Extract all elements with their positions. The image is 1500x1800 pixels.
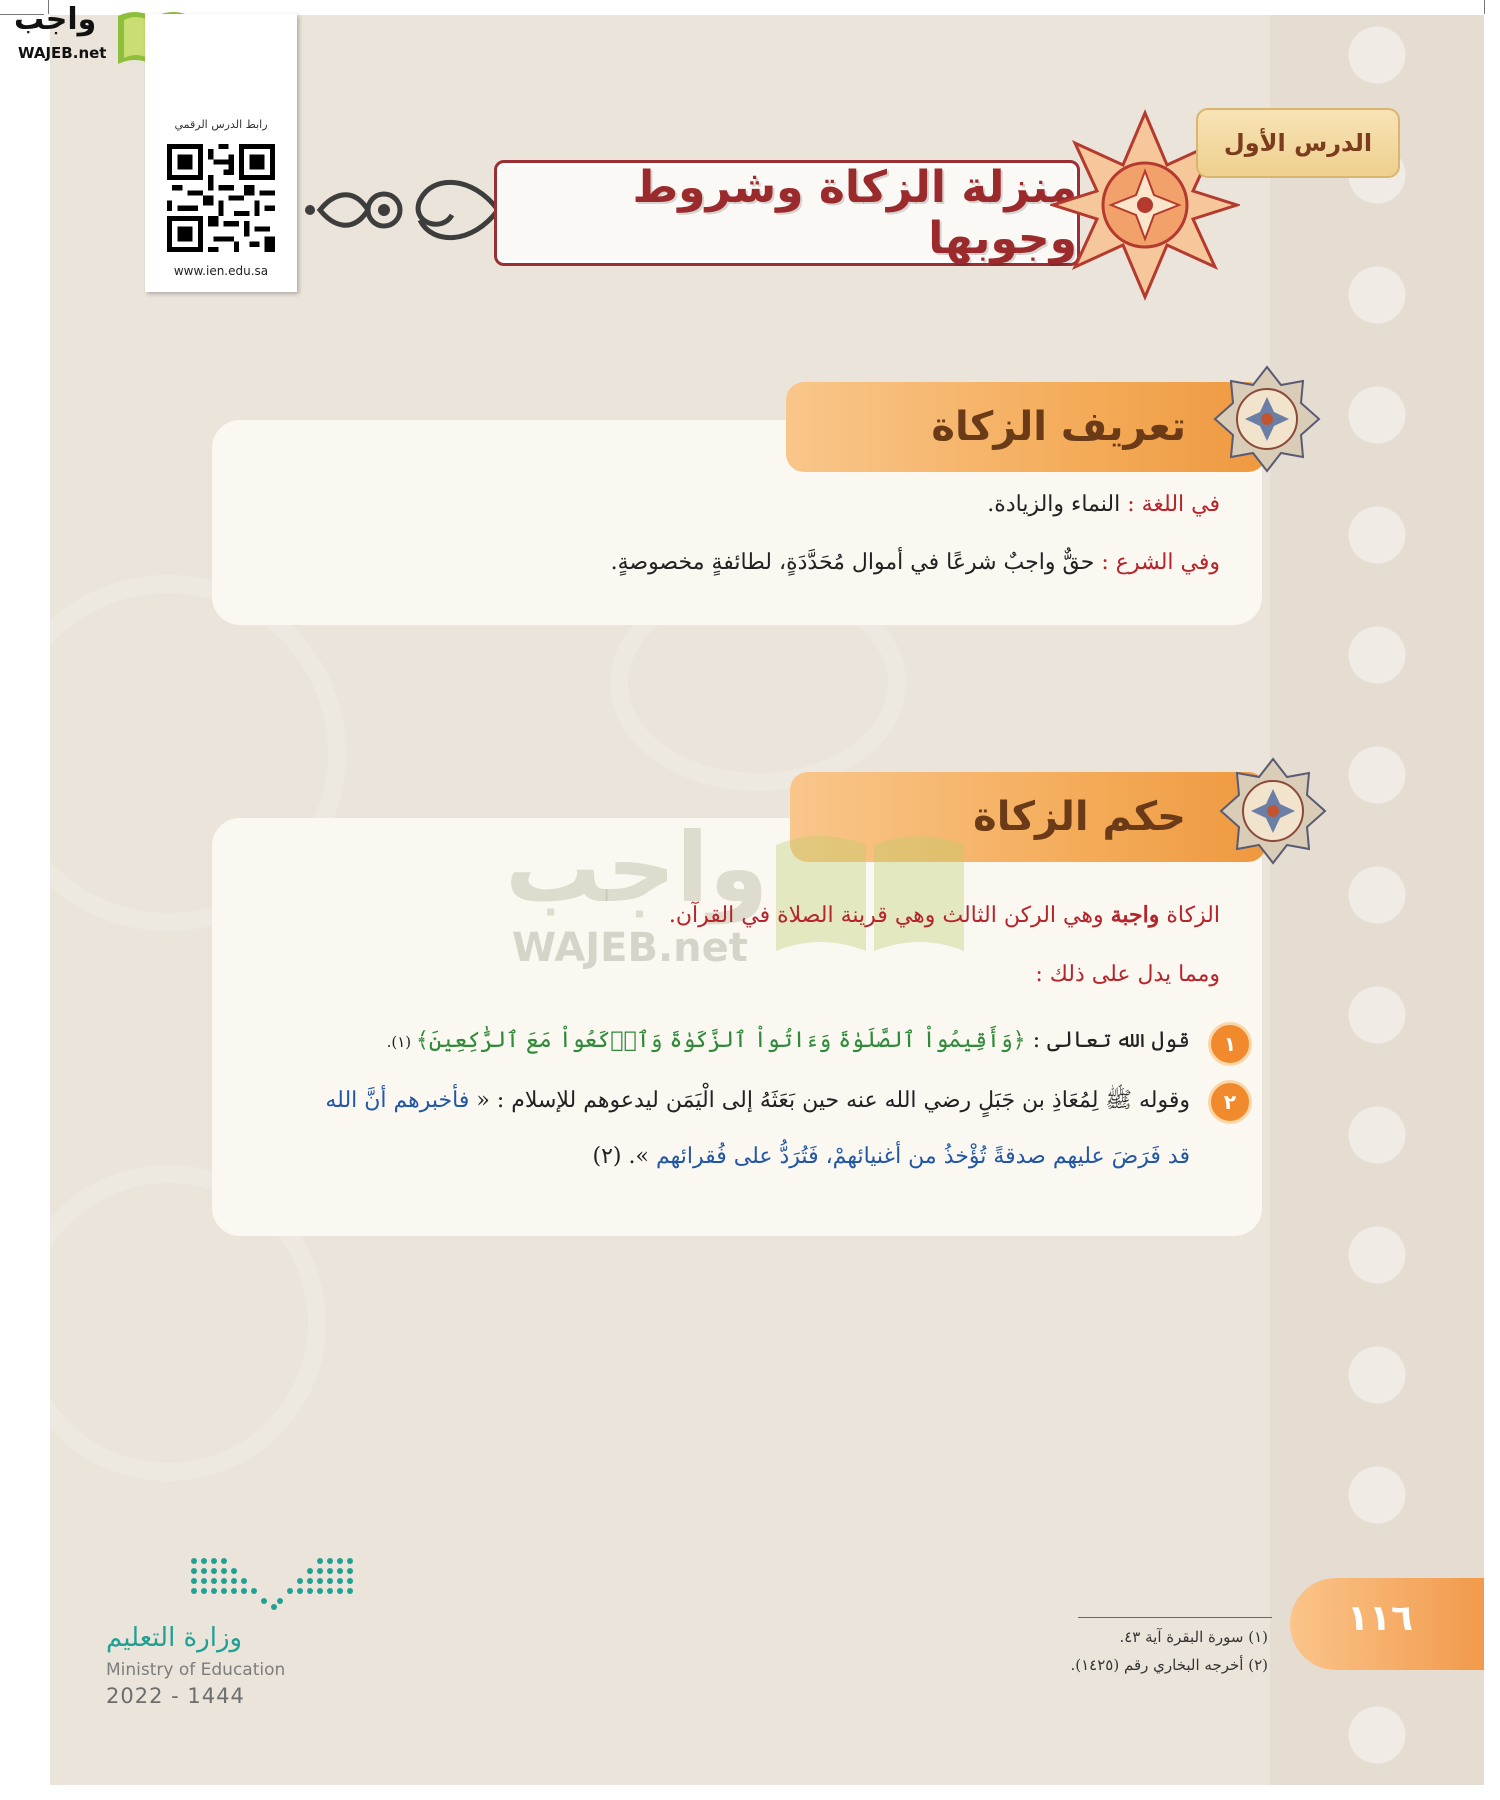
language-label: في اللغة : [1127,492,1220,517]
definition-heading-bar [786,382,1266,472]
item-number-badge: ١ [1208,1022,1252,1066]
qr-code-icon[interactable] [167,144,275,252]
logo-arabic: واجب [14,2,97,37]
watermark-arabic: واجب [505,812,769,924]
side-ornament [1270,15,1484,1785]
watermark-book-icon [770,825,970,955]
ruling-statement [669,902,1220,928]
lesson-title: منزلة الزكاة وشروط وجوبها [632,162,1077,264]
qr-label: رابط الدرس الرقمي [174,118,268,131]
item1-lead: قول الله تعالى : [1025,1028,1190,1053]
language-text: النماء والزيادة. [987,492,1128,517]
rosette-icon [1218,756,1328,866]
page-number: ١١٦ [1347,1598,1413,1639]
sharia-label: وفي الشرع : [1101,550,1220,575]
quran-verse: ﴿وَأَقِيمُواْ ٱلصَّلَوٰةَ وَءَاتُواْ ٱلزَّكَوٰةَ وَٱرۡكَعُواْ مَعَ ٱلرَّٰكِعِينَ﴾ [415,1028,1026,1053]
item2-end: ». (٢) [592,1144,656,1169]
hadith-part-2: قد فَرَضَ عليهم صدقةً تُؤْخذُ من أغنيائهمْ، فَتُرَدُّ على فُقرائهم [655,1144,1190,1169]
ruling-obligatory: واجبة [1110,902,1160,928]
ministry-year: 2022 - 1444 [106,1684,245,1708]
ruling-lead: الزكاة [1159,903,1220,928]
qr-card[interactable] [145,14,297,292]
ministry-logo-icon [188,1555,356,1615]
logo-latin: WAJEB.net [18,44,107,62]
definition-language [987,492,1220,517]
item1-ref: (١). [386,1033,416,1051]
definition-sharia [611,550,1220,575]
rosette-icon [1212,364,1322,474]
item-number-badge: ٢ [1208,1080,1252,1124]
evidence-item-1 [387,1028,1190,1053]
ministry-arabic: وزارة التعليم [106,1623,243,1653]
evidence-item-2 [325,1086,1190,1118]
footnote-2: (٢) أخرجه البخاري رقم (١٤٢٥). [1070,1656,1268,1674]
ministry-english: Ministry of Education [106,1660,286,1680]
lesson-title-bar [494,160,1080,266]
watermark-latin: WAJEB.net [512,925,748,971]
evidence-item-2-cont [593,1144,1191,1169]
definition-heading: تعريف الزكاة [931,404,1186,450]
hadith-part-1: فأخبرهم أنَّ الله [325,1088,470,1113]
qr-url[interactable]: www.ien.edu.sa [173,264,269,278]
footnote-divider [1078,1617,1272,1618]
evidence-intro: ومما يدل على ذلك : [1035,962,1220,987]
scroll-ornament-icon [302,155,502,265]
item2-lead: وقوله ﷺ لِمُعَاذِ بن جَبَلٍ رضي الله عنه حين بَعَثَهُ إلى الْيَمَن ليدعوهم للإسلام : « [469,1088,1190,1113]
ruling-rest: وهي الركن الثالث وهي قرينة الصلاة في القرآن. [668,903,1111,928]
sharia-text: حقٌّ واجبٌ شرعًا في أموال مُحَدَّدَةٍ، لطائفةٍ مخصوصةٍ. [610,550,1102,575]
lesson-badge: الدرس الأول [1196,108,1400,178]
footnote-1: (١) سورة البقرة آية ٤٣. [1119,1628,1268,1646]
ruling-heading: حكم الزكاة [973,794,1186,840]
